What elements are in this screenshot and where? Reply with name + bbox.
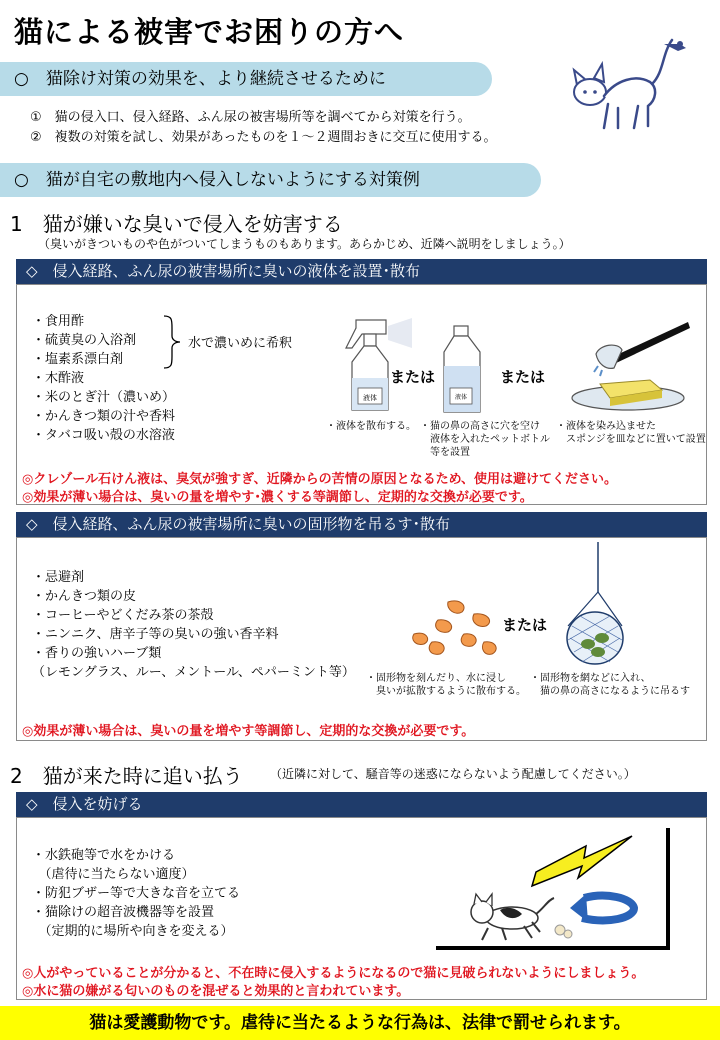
footer-banner: 猫は愛護動物です。虐待に当たるような行為は、法律で罰せられます。 [0,1006,720,1040]
list-item: ・忌避剤 [32,570,85,585]
dilute-note: 水で濃いめに希釈 [188,336,293,351]
list-item: ・防犯ブザー等で大きな音を立てる [32,886,241,901]
caption-pet-bottle: ・猫の鼻の高さに穴を空け 液体を入れたペットボトル 等を設置 [420,421,550,458]
section-heading-continuation: ○ 猫除け対策の効果を、より継続させるために [0,62,492,96]
list-item: （虐待に当たらない適度） [32,867,195,882]
point-1: ① 猫の侵入口、侵入経路、ふん尿の被害場所等を調べてから対策を行う。 [30,110,471,125]
list-item: ・米のとぎ汁（濃いめ） [32,390,176,405]
pet-bottle-icon [440,326,484,414]
caption-spray: ・液体を散布する。 [326,421,416,432]
brace-icon [162,314,182,370]
list-item: ・塩素系漂白剤 [32,352,124,367]
list-item: ・硫黄臭の入浴剤 [32,333,137,348]
list-item: ・水鉄砲等で水をかける [32,848,176,863]
part1-heading: 1 猫が嫌いな臭いで侵入を妨害する [10,212,343,236]
deter-items [32,846,240,941]
warning-cresol: ◎クレゾール石けん液は、臭気が強すぎ、近隣からの苦情の原因となるため、使用は避けてください。 [22,472,618,487]
caption-sponge: ・液体を染み込ませた スポンジを皿などに置いて設置 [556,421,706,445]
list-item: ・食用酢 [32,314,85,329]
svg-text:液体: 液体 [454,394,468,401]
or-label: または [390,368,436,386]
scattered-peels-icon [408,598,504,668]
solid-band: ◇ 侵入経路、ふん尿の被害場所に臭いの固形物を吊るす･散布 [16,512,707,537]
list-item: ・かんきつ類の皮 [32,589,137,604]
list-item: （レモングラス、ルー、メントール、ペパーミント等） [32,665,355,680]
deterrent-scene [436,828,700,950]
part1-note: （臭いがきついものや色がついてしまうものもあります。あらかじめ、近隣へ説明をしましょう。） [38,237,571,251]
warning-liquid-effect: ◎効果が薄い場合は、臭いの量を増やす･濃くする等調節し、定期的な交換が必要です。 [22,490,533,505]
liquid-items [32,312,175,445]
list-item: ・木酢液 [32,371,85,386]
page-title: 猫による被害でお困りの方へ [14,15,405,49]
warning-water-mix: ◎水に猫の嫌がる匂いのものを混ぜると効果的と言われています。 [22,984,410,999]
part2-note: （近隣に対して、騒音等の迷惑にならないよう配慮してください。） [270,767,636,781]
caption-hang: ・固形物を網などに入れ、 猫の鼻の高さになるように吊るす [530,673,690,697]
part2-heading: 2 猫が来た時に追い払う [10,764,243,788]
warning-hidden: ◎人がやっていることが分かると、不在時に侵入するようになるので猫に見破られないようにしましょう。 [22,966,645,981]
hanging-net-icon [560,542,630,666]
or-label: または [500,368,546,386]
cat-illustration [568,18,708,133]
list-item: ・ニンニク、唐辛子等の臭いの強い香辛料 [32,627,279,642]
svg-text:液体: 液体 [363,394,377,402]
list-item: ・かんきつ類の汁や香料 [32,409,176,424]
or-label: または [502,616,548,634]
solid-items [32,568,355,682]
caption-scatter: ・固形物を刻んだり、水に浸し 臭いが拡散するように散布する。 [366,673,526,697]
deter-band: ◇ 侵入を妨げる [16,792,707,817]
list-item: ・コーヒーやどくだみ茶の茶殻 [32,608,214,623]
list-item: ・猫除けの超音波機器等を設置 [32,905,215,920]
liquid-band: ◇ 侵入経路、ふん尿の被害場所に臭いの液体を設置･散布 [16,259,707,284]
list-item: （定期的に場所や向きを変える） [32,924,234,939]
list-item: ・タバコ吸い殻の水溶液 [32,428,175,443]
warning-solid-effect: ◎効果が薄い場合は、臭いの量を増やす等調節し、定期的な交換が必要です。 [22,724,475,739]
sponge-plate-icon [570,318,694,414]
point-2: ② 複数の対策を試し、効果があったものを１～２週間おきに交互に使用する。 [30,130,497,145]
section-heading-countermeasures: ○ 猫が自宅の敷地内へ侵入しないようにする対策例 [0,163,541,197]
list-item: ・香りの強いハーブ類 [32,646,162,661]
